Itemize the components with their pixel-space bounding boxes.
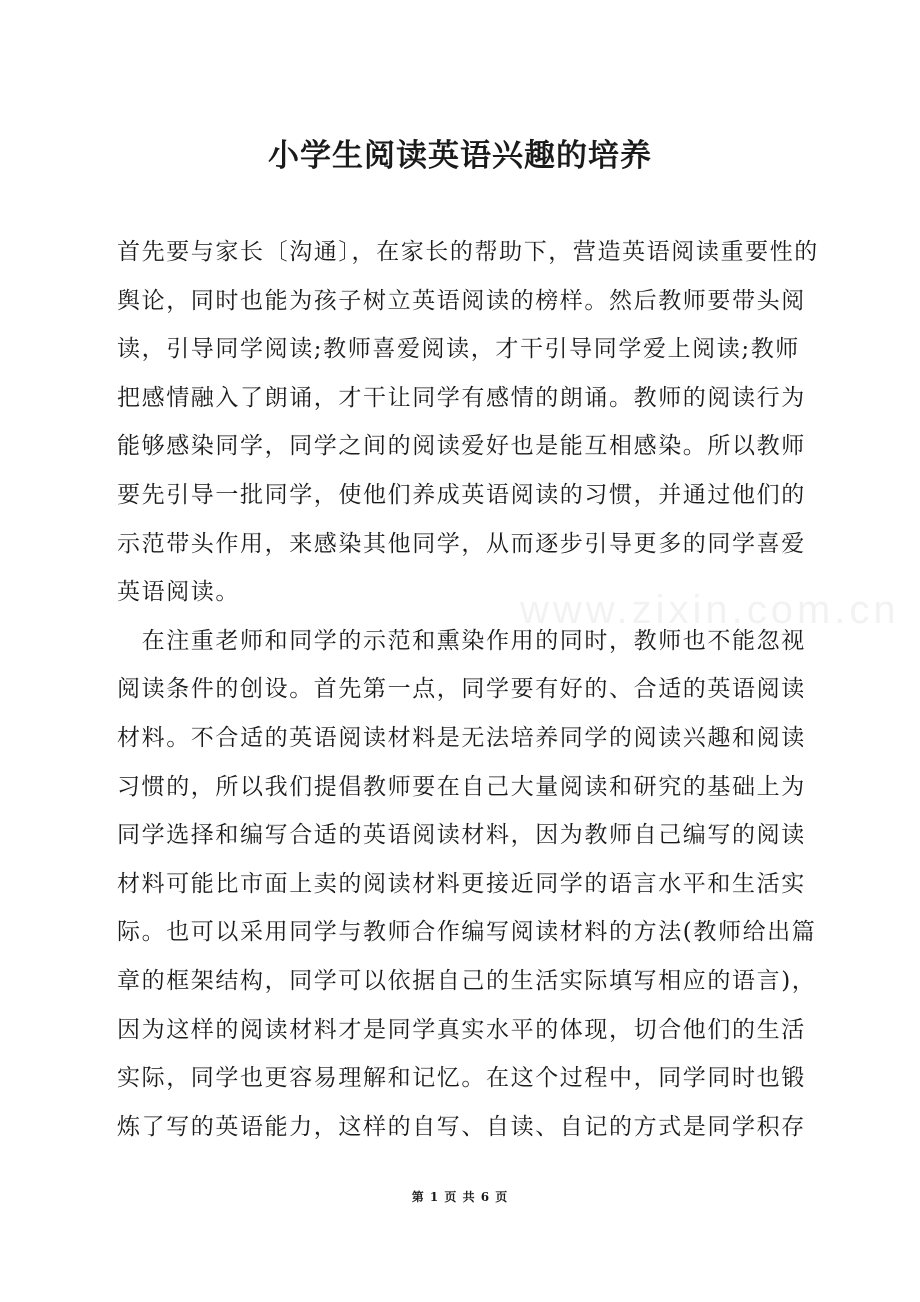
body-line: 把感情融入了朗诵，才干让同学有感情的朗诵。教师的阅读行为 [117, 384, 806, 411]
body-line: 读，引导同学阅读;教师喜爱阅读，才干引导同学爱上阅读;教师 [117, 336, 800, 363]
body-line: 炼了写的英语能力，这样的自写、自读、自记的方式是同学积存 [117, 1113, 806, 1140]
body-line: 同学选择和编写合适的英语阅读材料，因为教师自己编写的阅读 [117, 822, 806, 849]
body-line: 舆论，同时也能为孩子树立英语阅读的榜样。然后教师要带头阅 [117, 287, 806, 314]
body-line: 要先引导一批同学，使他们养成英语阅读的习惯，并通过他们的 [117, 481, 806, 508]
document-title: 小学生阅读英语兴趣的培养 [268, 138, 652, 174]
body-line: 材料。不合适的英语阅读材料是无法培养同学的阅读兴趣和阅读 [117, 724, 806, 751]
body-line: 实际，同学也更容易理解和记忆。在这个过程中，同学同时也锻 [117, 1065, 806, 1092]
body-line: 因为这样的阅读材料才是同学真实水平的体现，切合他们的生活 [117, 1016, 806, 1043]
body-line: 材料可能比市面上卖的阅读材料更接近同学的语言水平和生活实 [117, 870, 806, 897]
body-line: 习惯的，所以我们提倡教师要在自己大量阅读和研究的基础上为 [117, 773, 806, 800]
body-line: 章的框架结构，同学可以依据自己的生活实际填写相应的语言)， [117, 967, 817, 994]
body-line: 英语阅读。 [117, 579, 240, 606]
body-line: 能够感染同学，同学之间的阅读爱好也是能互相感染。所以教师 [117, 433, 806, 460]
document-body [117, 228, 819, 1151]
page-footer: 第 1 页 共 6 页 [411, 1190, 509, 1204]
body-line: 首先要与家长〔沟通〕，在家长的帮助下，营造英语阅读重要性的 [117, 239, 819, 265]
body-line: 示范带头作用，来感染其他同学，从而逐步引导更多的同学喜爱 [117, 530, 806, 557]
body-line: 阅读条件的创设。首先第一点，同学要有好的、合适的英语阅读 [117, 676, 806, 703]
body-line: 际。也可以采用同学与教师合作编写阅读材料的方法(教师给出篇 [117, 919, 817, 946]
watermark: www.zixin.com.cn [520, 588, 900, 632]
body-line: 在注重老师和同学的示范和熏染作用的同时，教师也不能忽视 [117, 627, 806, 654]
